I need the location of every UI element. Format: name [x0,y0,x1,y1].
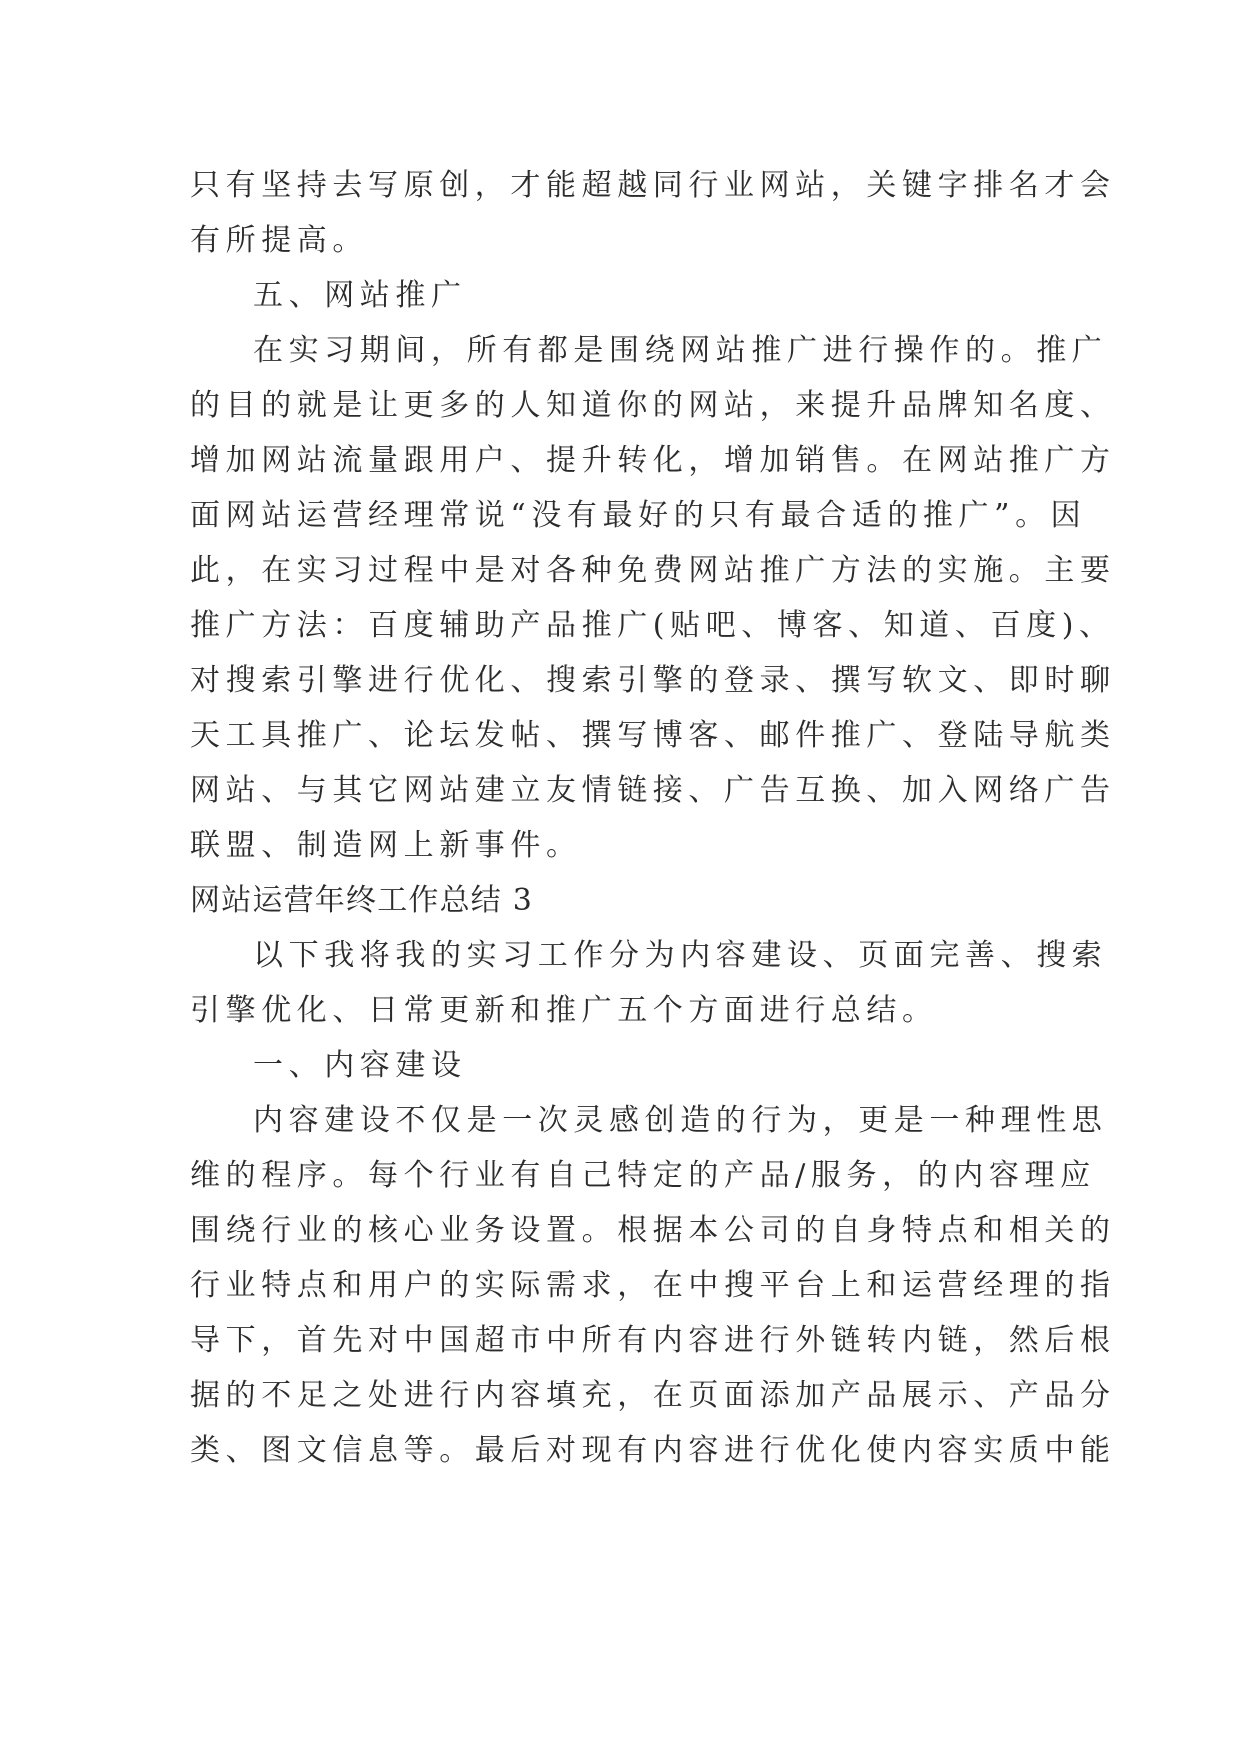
paragraph-line: 在实习期间，所有都是围绕网站推广进行操作的。推广 [253,333,1108,368]
paragraph-line: 类、图文信息等。最后对现有内容进行优化使内容实质中能 [190,1433,1116,1468]
document-title: 网站运营年终工作总结 3 [190,883,534,918]
section-heading: 一、内容建设 [253,1048,467,1083]
paragraph-line: 导下，首先对中国超市中所有内容进行外链转内链，然后根 [190,1323,1116,1358]
paragraph-line: 面网站运营经理常说“没有最好的只有最合适的推广”。因 [190,498,1087,533]
paragraph-line: 以下我将我的实习工作分为内容建设、页面完善、搜索 [253,938,1108,973]
paragraph-line: 引擎优化、日常更新和推广五个方面进行总结。 [190,993,938,1028]
paragraph-line: 网站、与其它网站建立友情链接、广告互换、加入网络广告 [190,773,1116,808]
paragraph-line: 内容建设不仅是一次灵感创造的行为，更是一种理性思 [253,1103,1108,1138]
paragraph-line: 的目的就是让更多的人知道你的网站，来提升品牌知名度、 [190,388,1116,423]
paragraph-line: 围绕行业的核心业务设置。根据本公司的自身特点和相关的 [190,1213,1116,1248]
paragraph-line: 联盟、制造网上新事件。 [190,828,582,863]
paragraph-line: 推广方法：百度辅助产品推广(贴吧、博客、知道、百度)、 [190,608,1115,643]
paragraph-line: 对搜索引擎进行优化、搜索引擎的登录、撰写软文、即时聊 [190,663,1116,698]
paragraph-line: 天工具推广、论坛发帖、撰写博客、邮件推广、登陆导航类 [190,718,1116,753]
paragraph-line: 维的程序。每个行业有自己特定的产品/服务，的内容理应 [190,1158,1096,1193]
paragraph-line: 行业特点和用户的实际需求，在中搜平台上和运营经理的指 [190,1268,1116,1303]
paragraph-line: 有所提高。 [190,223,368,258]
paragraph-line: 增加网站流量跟用户、提升转化，增加销售。在网站推广方 [190,443,1116,478]
paragraph-line: 据的不足之处进行内容填充，在页面添加产品展示、产品分 [190,1378,1116,1413]
paragraph-line: 此，在实习过程中是对各种免费网站推广方法的实施。主要 [190,553,1116,588]
paragraph-line: 只有坚持去写原创，才能超越同行业网站，关键字排名才会 [190,168,1116,203]
section-heading: 五、网站推广 [253,278,467,313]
